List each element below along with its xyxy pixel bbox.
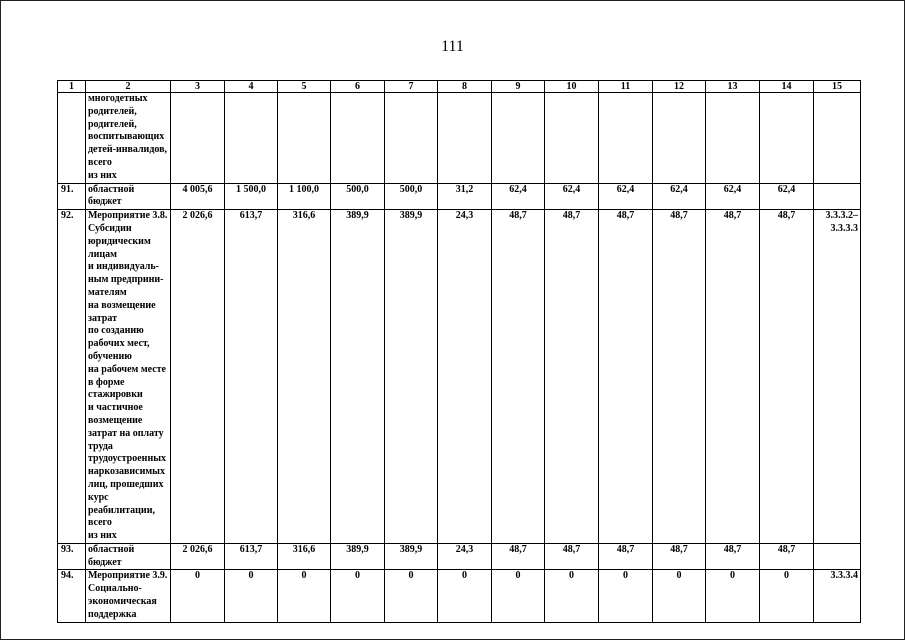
value-cell: 62,4 [653,183,706,210]
reference-line: 3.3.3.4 [830,570,858,582]
value-cell: 0 [278,570,331,622]
table-row [58,570,861,622]
value-cell: 389,9 [331,210,385,544]
description-line: затрат на оплату [88,427,164,439]
value-cell: 0 [438,570,492,622]
description-line: стажировки [88,389,143,401]
value-cell: 24,3 [438,543,492,570]
value-cell: 0 [599,570,653,622]
value-cell: 389,9 [385,210,438,544]
value-cell [385,93,438,184]
reference-cell [814,93,861,184]
value-cell [438,93,492,184]
value-cell [760,93,814,184]
reference-line: 3.3.3.3 [830,222,858,234]
value-cell: 613,7 [225,543,278,570]
row-number: 94. [58,570,86,622]
value-cell [599,93,653,184]
value-cell [331,93,385,184]
description-line: затрат [88,312,118,324]
table-row [58,93,861,184]
value-cell: 316,6 [278,543,331,570]
description-line: в форме [88,376,125,388]
reference-line: 3.3.3.2– [825,210,858,222]
description-line: труда [88,440,113,452]
description-line: Мероприятие 3.9. [88,570,168,582]
description-line: лицам [88,248,117,260]
description-line: многодетных [88,93,148,104]
header-cell: 8 [438,81,492,93]
description-line: и индивидуаль- [88,261,160,273]
value-cell: 1 500,0 [225,183,278,210]
description-line: детей-инвалидов, [88,144,168,156]
header-row [58,81,861,93]
reference-cell [814,570,861,622]
value-cell: 48,7 [653,210,706,544]
value-cell [171,93,225,184]
row-description [86,210,171,544]
description-line: курс [88,491,109,503]
description-line: на возмещение [88,299,156,311]
row-number: 92. [58,210,86,544]
description-line: всего [88,156,112,168]
row-description [86,183,171,210]
header-cell: 6 [331,81,385,93]
header-cell: 13 [706,81,760,93]
value-cell: 0 [225,570,278,622]
header-cell: 14 [760,81,814,93]
header-cell: 2 [86,81,171,93]
header-cell: 11 [599,81,653,93]
value-cell: 48,7 [545,543,599,570]
value-cell: 389,9 [331,543,385,570]
value-cell: 316,6 [278,210,331,544]
header-cell: 5 [278,81,331,93]
header-cell: 3 [171,81,225,93]
value-cell: 0 [171,570,225,622]
description-line: из них [88,169,117,181]
value-cell: 0 [545,570,599,622]
row-description [86,570,171,622]
description-line: лиц, прошедших [88,478,164,490]
value-cell [545,93,599,184]
description-line: экономическая [88,596,157,608]
description-line: мателям [88,286,127,298]
value-cell: 48,7 [492,543,545,570]
value-cell: 0 [760,570,814,622]
value-cell: 48,7 [760,543,814,570]
description-line: возмещение [88,414,143,426]
header-cell: 9 [492,81,545,93]
value-cell: 48,7 [545,210,599,544]
value-cell [492,93,545,184]
description-line: Мероприятие 3.8. [88,210,168,222]
value-cell: 62,4 [760,183,814,210]
value-cell: 0 [492,570,545,622]
description-line: областной [88,183,135,195]
value-cell: 24,3 [438,210,492,544]
description-line: юридическим [88,235,151,247]
description-line: по созданию [88,325,144,337]
value-cell: 500,0 [385,183,438,210]
description-line: и частичное [88,402,143,414]
description-line: родителей, [88,105,137,117]
value-cell: 48,7 [706,210,760,544]
value-cell: 4 005,6 [171,183,225,210]
header-cell: 10 [545,81,599,93]
value-cell: 62,4 [599,183,653,210]
table-row [58,210,861,544]
description-line: Социально- [88,583,142,595]
value-cell: 2 026,6 [171,210,225,544]
description-line: всего [88,517,112,529]
description-line: родителей, [88,118,137,130]
description-line: обучению [88,350,132,362]
value-cell [653,93,706,184]
header-cell: 7 [385,81,438,93]
description-line: ным предприни- [88,274,164,286]
description-line: бюджет [88,196,122,208]
value-cell: 0 [331,570,385,622]
value-cell: 48,7 [653,543,706,570]
value-cell: 389,9 [385,543,438,570]
value-cell: 613,7 [225,210,278,544]
value-cell: 48,7 [760,210,814,544]
row-number [58,93,86,184]
header-cell: 4 [225,81,278,93]
value-cell [278,93,331,184]
reference-cell [814,183,861,210]
reference-cell [814,210,861,544]
description-line: воспитывающих [88,131,165,143]
header-cell: 1 [58,81,86,93]
table-row [58,183,861,210]
header-cell: 12 [653,81,706,93]
table-row [58,543,861,570]
description-line: реабилитации, [88,504,155,516]
description-line: бюджет [88,556,122,568]
page-number: 111 [441,38,464,55]
description-line: рабочих мест, [88,338,150,350]
value-cell: 500,0 [331,183,385,210]
value-cell: 48,7 [599,543,653,570]
value-cell: 62,4 [492,183,545,210]
reference-cell [814,543,861,570]
row-number: 91. [58,183,86,210]
description-line: на рабочем месте [88,363,166,375]
value-cell: 1 100,0 [278,183,331,210]
row-description [86,543,171,570]
value-cell: 48,7 [599,210,653,544]
budget-table [57,80,861,623]
value-cell: 31,2 [438,183,492,210]
value-cell: 62,4 [545,183,599,210]
header-cell: 15 [814,81,861,93]
description-line: областной [88,543,135,555]
description-line: поддержка [88,608,137,620]
description-line: наркозависимых [88,466,165,478]
value-cell: 48,7 [492,210,545,544]
row-description [86,93,171,184]
description-line: трудоустроенных [88,453,167,465]
value-cell: 0 [706,570,760,622]
value-cell: 62,4 [706,183,760,210]
value-cell: 2 026,6 [171,543,225,570]
row-number: 93. [58,543,86,570]
description-line: Субсидии [88,222,132,234]
value-cell: 0 [653,570,706,622]
value-cell [225,93,278,184]
value-cell [706,93,760,184]
value-cell: 48,7 [706,543,760,570]
description-line: из них [88,530,117,542]
value-cell: 0 [385,570,438,622]
